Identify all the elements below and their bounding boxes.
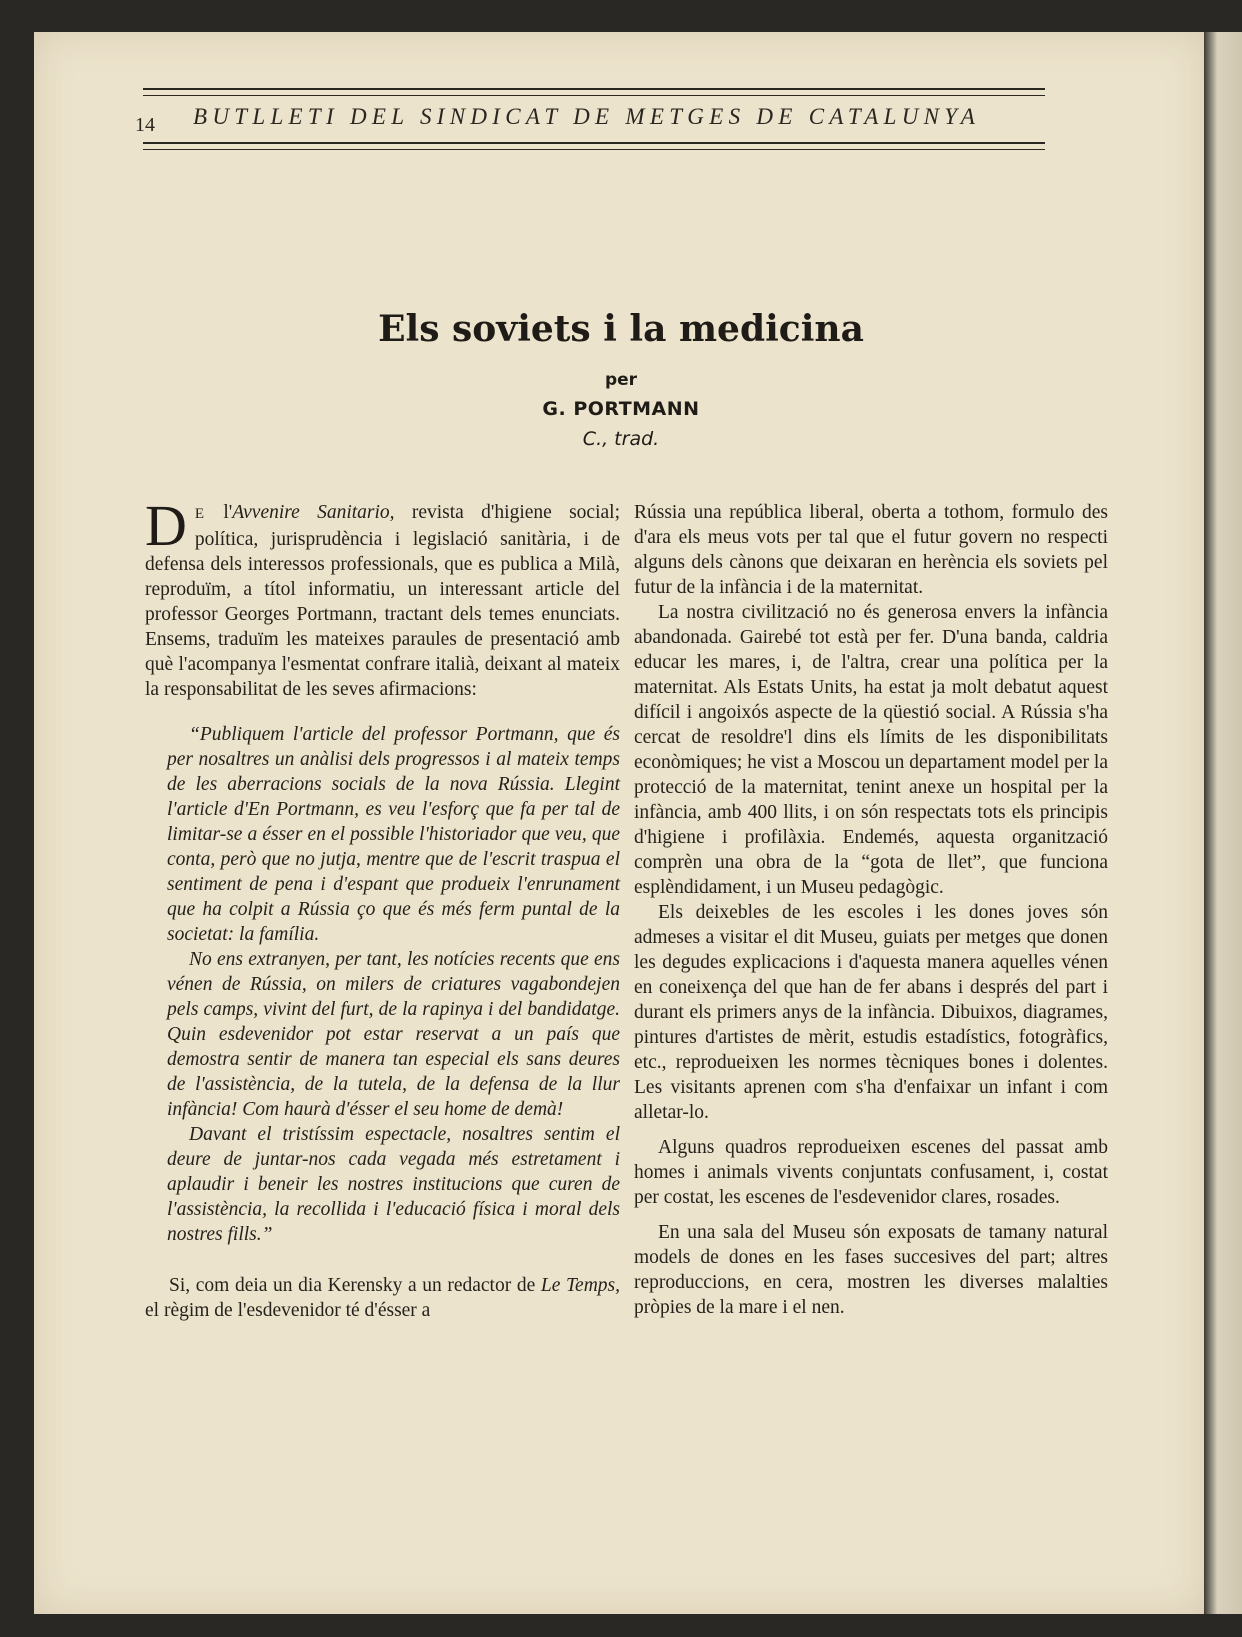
paragraph-museum-visitors: Els deixebles de les escoles i les dones joves són admeses a visitar el dit Museu, guiats per metges que donen les degudes explicacions i d'aquesta manera aquelles vénen en coneixença del que han de fer abans i després del part i durant els primers anys de la infància. Dibuixos, diagrames, pintures d'artistes de mèrit, estudis estadístics, fotogràfics, etc., reprodueixen les normes tècniques bones i dolentes. Les visitants aprenen com s'ha d'enfaixar un infant i com alletar-lo. (634, 902, 1108, 1123)
paragraph-museum-room: En una sala del Museu són exposats de tamany natural models de dones en les fases succesives del part; altres reproduccions, en cera, mostren les diverses malalties pròpies de la mare i el nen. (634, 1222, 1108, 1318)
quote-paragraph-1: “Publiquem l'article del professor Portmann, que és per nosaltres un anàlisi dels progressos i al mateix temps de les aberracions socials de la nova Rússia. Llegint l'article d'En Portmann, es veu l'esforç que fa per tal de limitar-se a ésser en el possible l'historiador que veu, que conta, però que no jutja, mentre que de l'escrit traspua el sentiment de pena i d'espant que produeix l'enrunament que ha colpit a Rússia ço que és més ferm puntal de la societat: la família. (167, 724, 620, 945)
intro-smallcap: E (194, 506, 207, 522)
closing-paragraph (145, 1273, 620, 1323)
paragraph-civilization: La nostra civilització no és generosa envers la infància abandonada. Gairebé tot està per fer. D'una banda, caldria educar les mares, i, de l'altra, crear una política per la maternitat. Als Estats Units, ha estat ja molt debatut aquest difícil i angoixós aspecte de la qüestió social. A Rússia s'ha cercat de resoldre'l dins els límits de les disponibilitats econòmiques; he vist a Moscou un departament model per la protecció de la maternitat, tenint anexe un hospital per la infància, amb 400 llits, i on són respectats tots els principis d'higiene i profilàxia. Endemés, aquesta organització comprèn una obra de la “gota de llet”, que funciona esplèndidament, i un Museu pedagògic. (634, 602, 1108, 898)
quote-paragraph-3: Davant el tristíssim espectacle, nosaltres sentim el deure de juntar-nos cada vegada més estretament i aplaudir i beneir les nostres institucions que curen de l'assistència, la recollida i l'educació física i moral dels nostres fills.” (167, 1124, 620, 1245)
article-translator: C., trad. (582, 428, 660, 450)
article-by: per (604, 370, 638, 390)
intro-text: revista d'higiene social; política, jurisprudència i legislació sanitària, i de defensa dels interessos professionals, que es publica a Milà, reproduïm, a títol informatiu, un interessant article del professor Georges Portmann, tractant dels temes enunciats. Ensems, traduïm les mateixes paraules de presentació amb què l'acompanya l'esmentat confrare italià, deixant al mateix la responsabilitat de les seves afirmacions: (145, 502, 620, 700)
page-header (105, 58, 1045, 158)
paragraph-pictures: Alguns quadros reprodueixen escenes del passat amb homes i animals vivents conjuntats confusament, i, costat per costat, les escenes de l'esdevenidor clares, rosades. (634, 1137, 1108, 1208)
intro-prefix: l' (206, 502, 233, 523)
closing-text: el règim de l'esdevenidor té d'ésser a (145, 1300, 431, 1321)
header-rule-top-thin (143, 95, 1045, 96)
paragraph-continuation: Rússia una república liberal, oberta a tothom, formulo des d'ara els meus vots per tal que el futur govern no respecti alguns dels cànons que deixaran en herència els soviets pel futur de la infància i de la maternitat. (634, 502, 1108, 598)
journal-name: Avvenire Sanitario, (232, 502, 395, 523)
closing-prefix: Si, com deia un dia Kerensky a un redactor de (169, 1275, 541, 1296)
page-number: 14 (135, 114, 155, 136)
intro-paragraph (145, 493, 620, 702)
header-rule-bottom-thin (143, 149, 1045, 150)
next-page-edge (1204, 32, 1242, 1614)
article-author: G. PORTMANN (542, 398, 700, 420)
running-title: BUTLLETI DEL SINDICAT DE METGES DE CATALUNYA (193, 104, 981, 129)
drop-cap: D (145, 493, 187, 558)
header-rule-top (143, 88, 1045, 90)
left-column (145, 493, 620, 1323)
quote-paragraph-2: No ens extranyen, per tant, les notícies recents que ens vénen de Rússia, on milers de criatures vagabondejen pels camps, vivint del furt, de la rapinya i del bandidatge. Quin esdevenidor pot estar reservat a un país que demostra sentir de manera tan especial els sans deures de l'assistència, de la tutela, de la defensa de la llur infància! Com haurà d'ésser el seu home de demà! (167, 949, 620, 1120)
right-column (634, 500, 1108, 1320)
header-rule-bottom (143, 142, 1045, 144)
newspaper-name: Le Temps, (540, 1275, 620, 1296)
article-title: Els soviets i la medicina (378, 308, 864, 350)
